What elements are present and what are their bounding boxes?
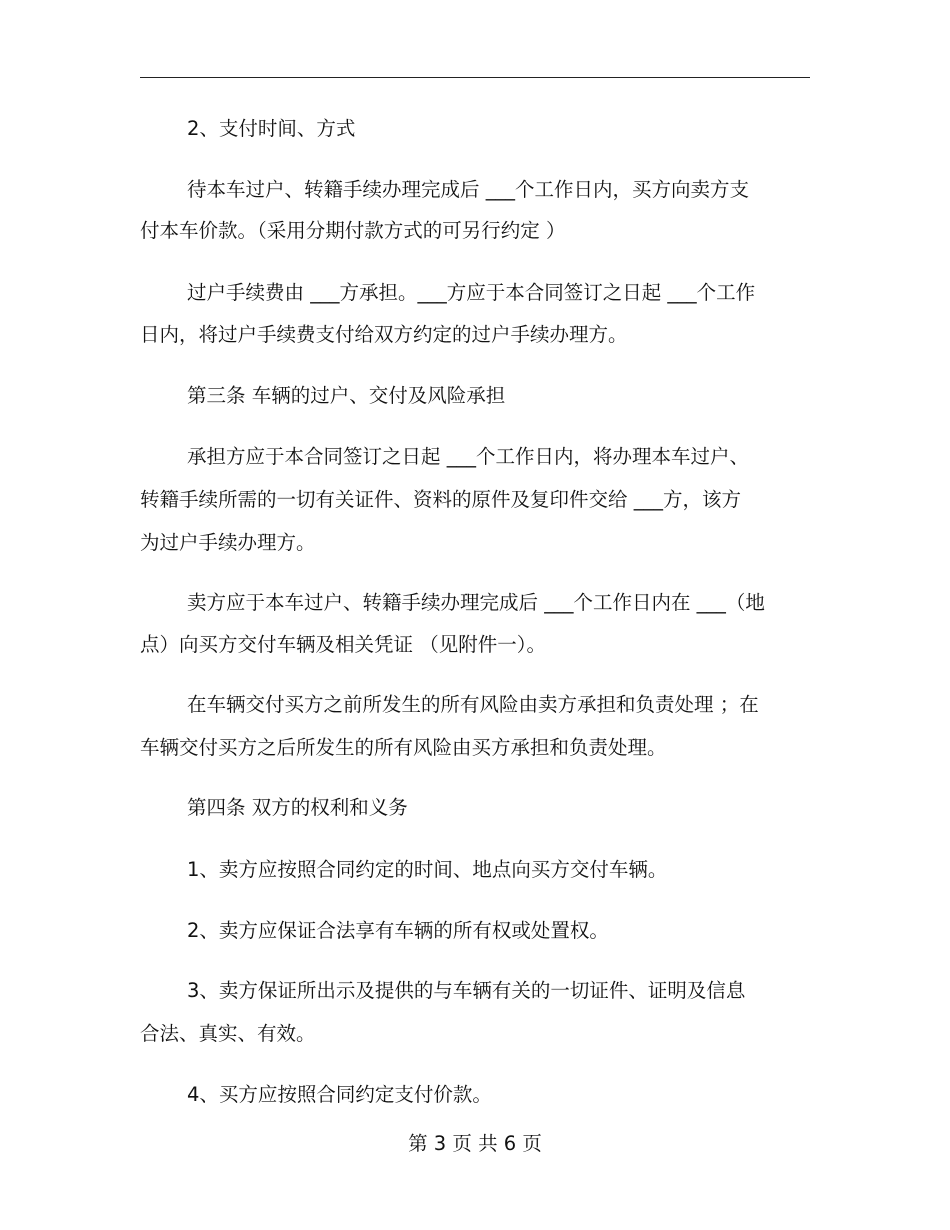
- paragraph-line: 车辆交付买方之后所发生的所有风险由买方承担和负责处理。: [140, 736, 667, 759]
- paragraph-line: 过户手续费由 ___方承担。___方应于本合同签订之日起 ___个工作: [187, 281, 756, 304]
- list-item: 2、卖方应保证合法享有车辆的所有权或处置权。: [187, 919, 609, 942]
- list-item: 1、卖方应按照合同约定的时间、地点向买方交付车辆。: [187, 858, 668, 881]
- paragraph-line: 承担方应于本合同签订之日起 ___个工作日内，将办理本车过户、: [187, 445, 749, 468]
- paragraph-line: 待本车过户、转籍手续办理完成后 ___个工作日内，买方向卖方支: [187, 178, 749, 201]
- list-item: 4、买方应按照合同约定支付价款。: [187, 1083, 492, 1106]
- header-rule: [140, 77, 810, 78]
- list-item: 3、卖方保证所出示及提供的与车辆有关的一切证件、证明及信息: [187, 979, 746, 1002]
- article-heading: 第三条 车辆的过户、交付及风险承担: [187, 384, 506, 407]
- paragraph-line: 付本车价款。（采用分期付款方式的可另行约定 ）: [140, 219, 566, 242]
- paragraph-line: 卖方应于本车过户、转籍手续办理完成后 ___个工作日内在 ___（地: [187, 591, 765, 614]
- clause-heading: 2、支付时间、方式: [187, 117, 356, 140]
- paragraph-line: 为过户手续办理方。: [140, 531, 316, 554]
- list-item-continuation: 合法、真实、有效。: [140, 1022, 316, 1045]
- paragraph-line: 转籍手续所需的一切有关证件、资料的原件及复印件交给 ___方，该方: [140, 488, 741, 511]
- paragraph-line: 在车辆交付买方之前所发生的所有风险由卖方承担和负责处理 ；在: [187, 693, 759, 716]
- paragraph-line: 日内，将过户手续费支付给双方约定的过户手续办理方。: [140, 323, 628, 346]
- page-number-footer: 第 3 页 共 6 页: [408, 1132, 542, 1155]
- article-heading: 第四条 双方的权利和义务: [187, 796, 408, 819]
- paragraph-line: 点）向买方交付车辆及相关凭证 （见附件一）。: [140, 633, 546, 656]
